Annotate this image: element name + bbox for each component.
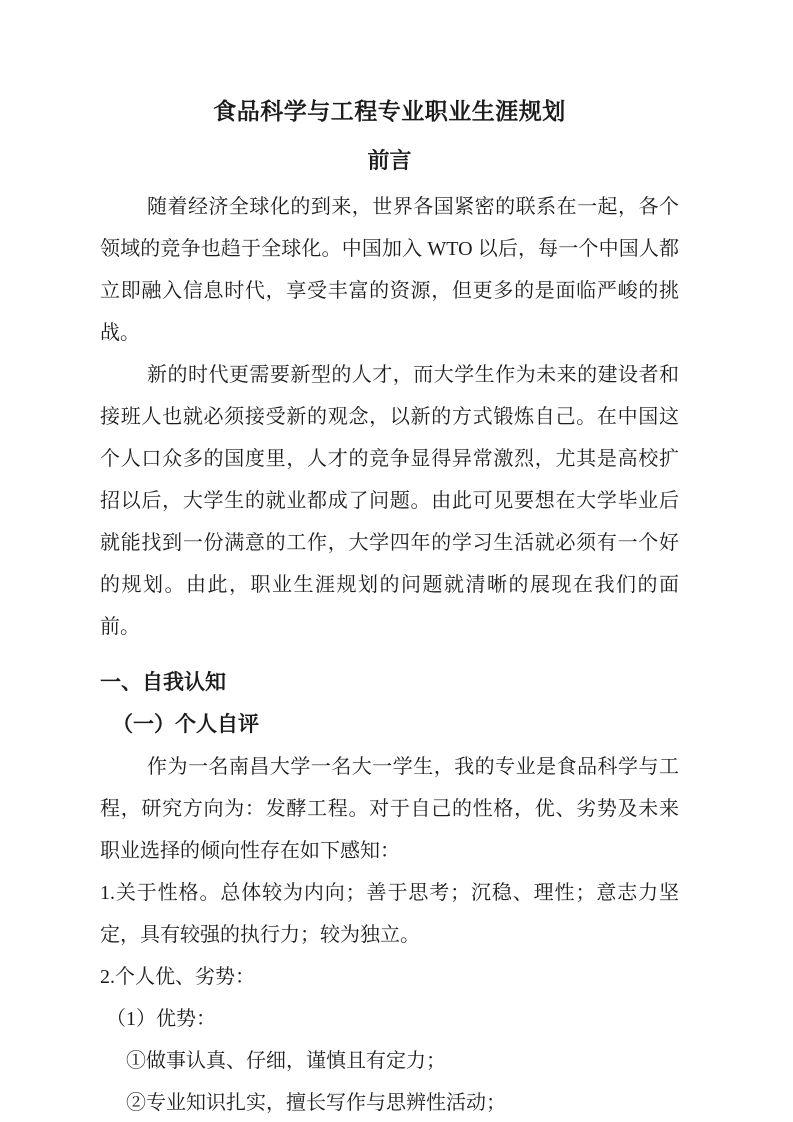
- section-1-intro-paragraph: 作为一名南昌大学一名大一学生，我的专业是食品科学与工程，研究方向为：发酵工程。对于自己的性格，优、劣势及未来职业选择的倾向性存在如下感知：: [100, 756, 679, 862]
- document-title: 食品科学与工程专业职业生涯规划: [213, 99, 566, 124]
- preface-heading: 前言: [367, 148, 412, 173]
- preface-paragraph-2: 新的时代更需要新型的人才，而大学生作为未来的建设者和接班人也就必须接受新的观念，以新的方式锻炼自己。在中国这个人口众多的国度里，人才的竞争显得异常激烈，尤其是高校扩招以后，大学生的就业都成了问题。由此可见要想在大学毕业后就能找到一份满意的工作，大学四年的学习生活就必须有一个好的规划。由此，职业生涯规划的问题就清晰的展现在我们的面前。: [100, 364, 679, 638]
- preface-paragraph-1: 随着经济全球化的到来，世界各国紧密的联系在一起，各个领域的竞争也趋于全球化。中国加入 WTO 以后，每一个中国人都立即融入信息时代，享受丰富的资源，但更多的是面临严峻的挑战。: [100, 196, 679, 344]
- list-item-strength-1: ①做事认真、仔细，谨慎且有定力；: [126, 1050, 446, 1072]
- list-item-strength-2: ②专业知识扎实，擅长写作与思辨性活动；: [126, 1092, 506, 1114]
- list-item-strengths-label: （1）优势：: [106, 1008, 216, 1030]
- section-1-subheading: （一）个人自评: [112, 713, 259, 736]
- list-item-personality: 1.关于性格。总体较为内向；善于思考；沉稳、理性；意志力坚定，具有较强的执行力；较为独立。: [100, 882, 679, 946]
- list-item-strengths-weaknesses-label: 2.个人优、劣势：: [100, 966, 255, 988]
- section-1-heading: 一、自我认知: [100, 671, 226, 694]
